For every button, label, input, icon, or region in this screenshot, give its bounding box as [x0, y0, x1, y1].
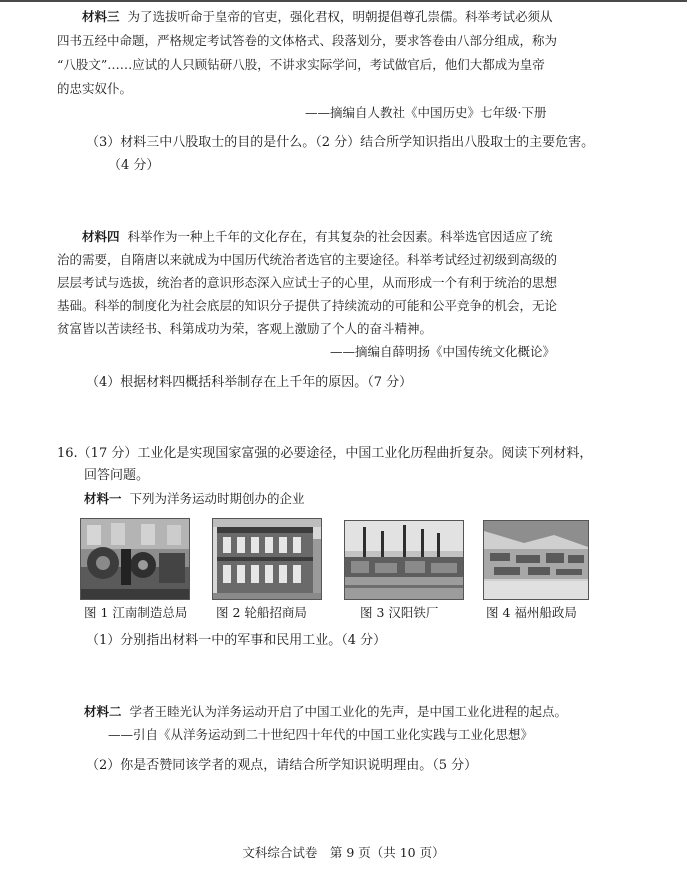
- material1-line: 材料一 下列为洋务运动时期创办的企业: [84, 491, 305, 506]
- material4-line-3: 层层考试与选拔，统治者的意识形态深入应试士子的心里，从而形成一个有利于统治的思想: [57, 275, 558, 290]
- caption-photo-2: 图 2 轮船招商局: [216, 605, 307, 620]
- photo-jiangnan-arsenal: [80, 518, 190, 600]
- material3-source: ——摘编自人教社《中国历史》七年级·下册: [305, 105, 547, 120]
- material2-label: 材料二: [84, 704, 122, 719]
- material2-line: 材料二 学者王睦光认为洋务运动开启了中国工业化的先声，是中国工业化进程的起点。: [84, 704, 568, 719]
- caption-photo-3: 图 3 汉阳铁厂: [360, 605, 439, 620]
- top-border-line: [0, 0, 687, 2]
- caption-photo-1: 图 1 江南制造总局: [84, 605, 188, 620]
- material4-line-4: 基础。科举的制度化为社会底层的知识分子提供了持续流动的可能和公平竞争的机会，无论: [57, 298, 558, 313]
- photo-fuzhou-shipyard: [483, 520, 589, 600]
- material3-line-3: “八股文”……应试的人只顾钻研八股，不讲求实际学问，考试做官后，他们大都成为皇帝: [57, 57, 545, 72]
- material4-line-5: 贫富皆以苦读经书、科第成功为荣，客观上激励了个人的奋斗精神。: [57, 321, 433, 336]
- question4: （4）根据材料四概括科举制存在上千年的原因。（7 分）: [86, 375, 413, 390]
- material3-line-4: 的忠实奴仆。: [57, 81, 133, 96]
- q16-line-2: 回答问题。: [84, 468, 150, 483]
- material2-source: ——引自《从洋务运动到二十世纪四十年代的中国工业化实践与工业化思想》: [108, 727, 534, 742]
- question2: （2）你是否赞同该学者的观点，请结合所学知识说明理由。（5 分）: [86, 758, 478, 773]
- question3-line-2: （4 分）: [108, 158, 160, 173]
- material4-line-1: 材料四 科举作为一种上千年的文化存在，有其复杂的社会因素。科举选官因适应了统: [82, 229, 553, 244]
- material3-line-1: 材料三 为了选拔听命于皇帝的官吏，强化君权，明朝提倡尊孔崇儒。科举考试必须从: [82, 9, 553, 24]
- material4-line-2: 治的需要，自隋唐以来就成为中国历代统治者选官的主要途径。科举考试经过初级到高级的: [57, 252, 558, 267]
- material1-label: 材料一: [84, 491, 122, 506]
- question3-line-1: （3）材料三中八股取士的目的是什么。（2 分）结合所学知识指出八股取士的主要危害。: [86, 135, 595, 150]
- page-footer: 文科综合试卷 第 9 页（共 10 页）: [242, 845, 445, 860]
- photo-china-merchants-building: [212, 518, 322, 600]
- material3-label: 材料三: [82, 9, 120, 24]
- material4-label: 材料四: [82, 229, 120, 244]
- q16-line-1: 16.（17 分）工业化是实现国家富强的必要途径，中国工业化历程曲折复杂。阅读下列材料，: [57, 446, 593, 461]
- material3-line-2: 四书五经中命题，严格规定考试答卷的文体格式、段落划分，要求答卷由八部分组成，称为: [57, 33, 558, 48]
- photo-hanyang-ironworks: [344, 520, 464, 600]
- caption-photo-4: 图 4 福州船政局: [486, 605, 577, 620]
- question1: （1）分别指出材料一中的军事和民用工业。（4 分）: [86, 633, 387, 648]
- material4-source: ——摘编自薛明扬《中国传统文化概论》: [330, 344, 556, 359]
